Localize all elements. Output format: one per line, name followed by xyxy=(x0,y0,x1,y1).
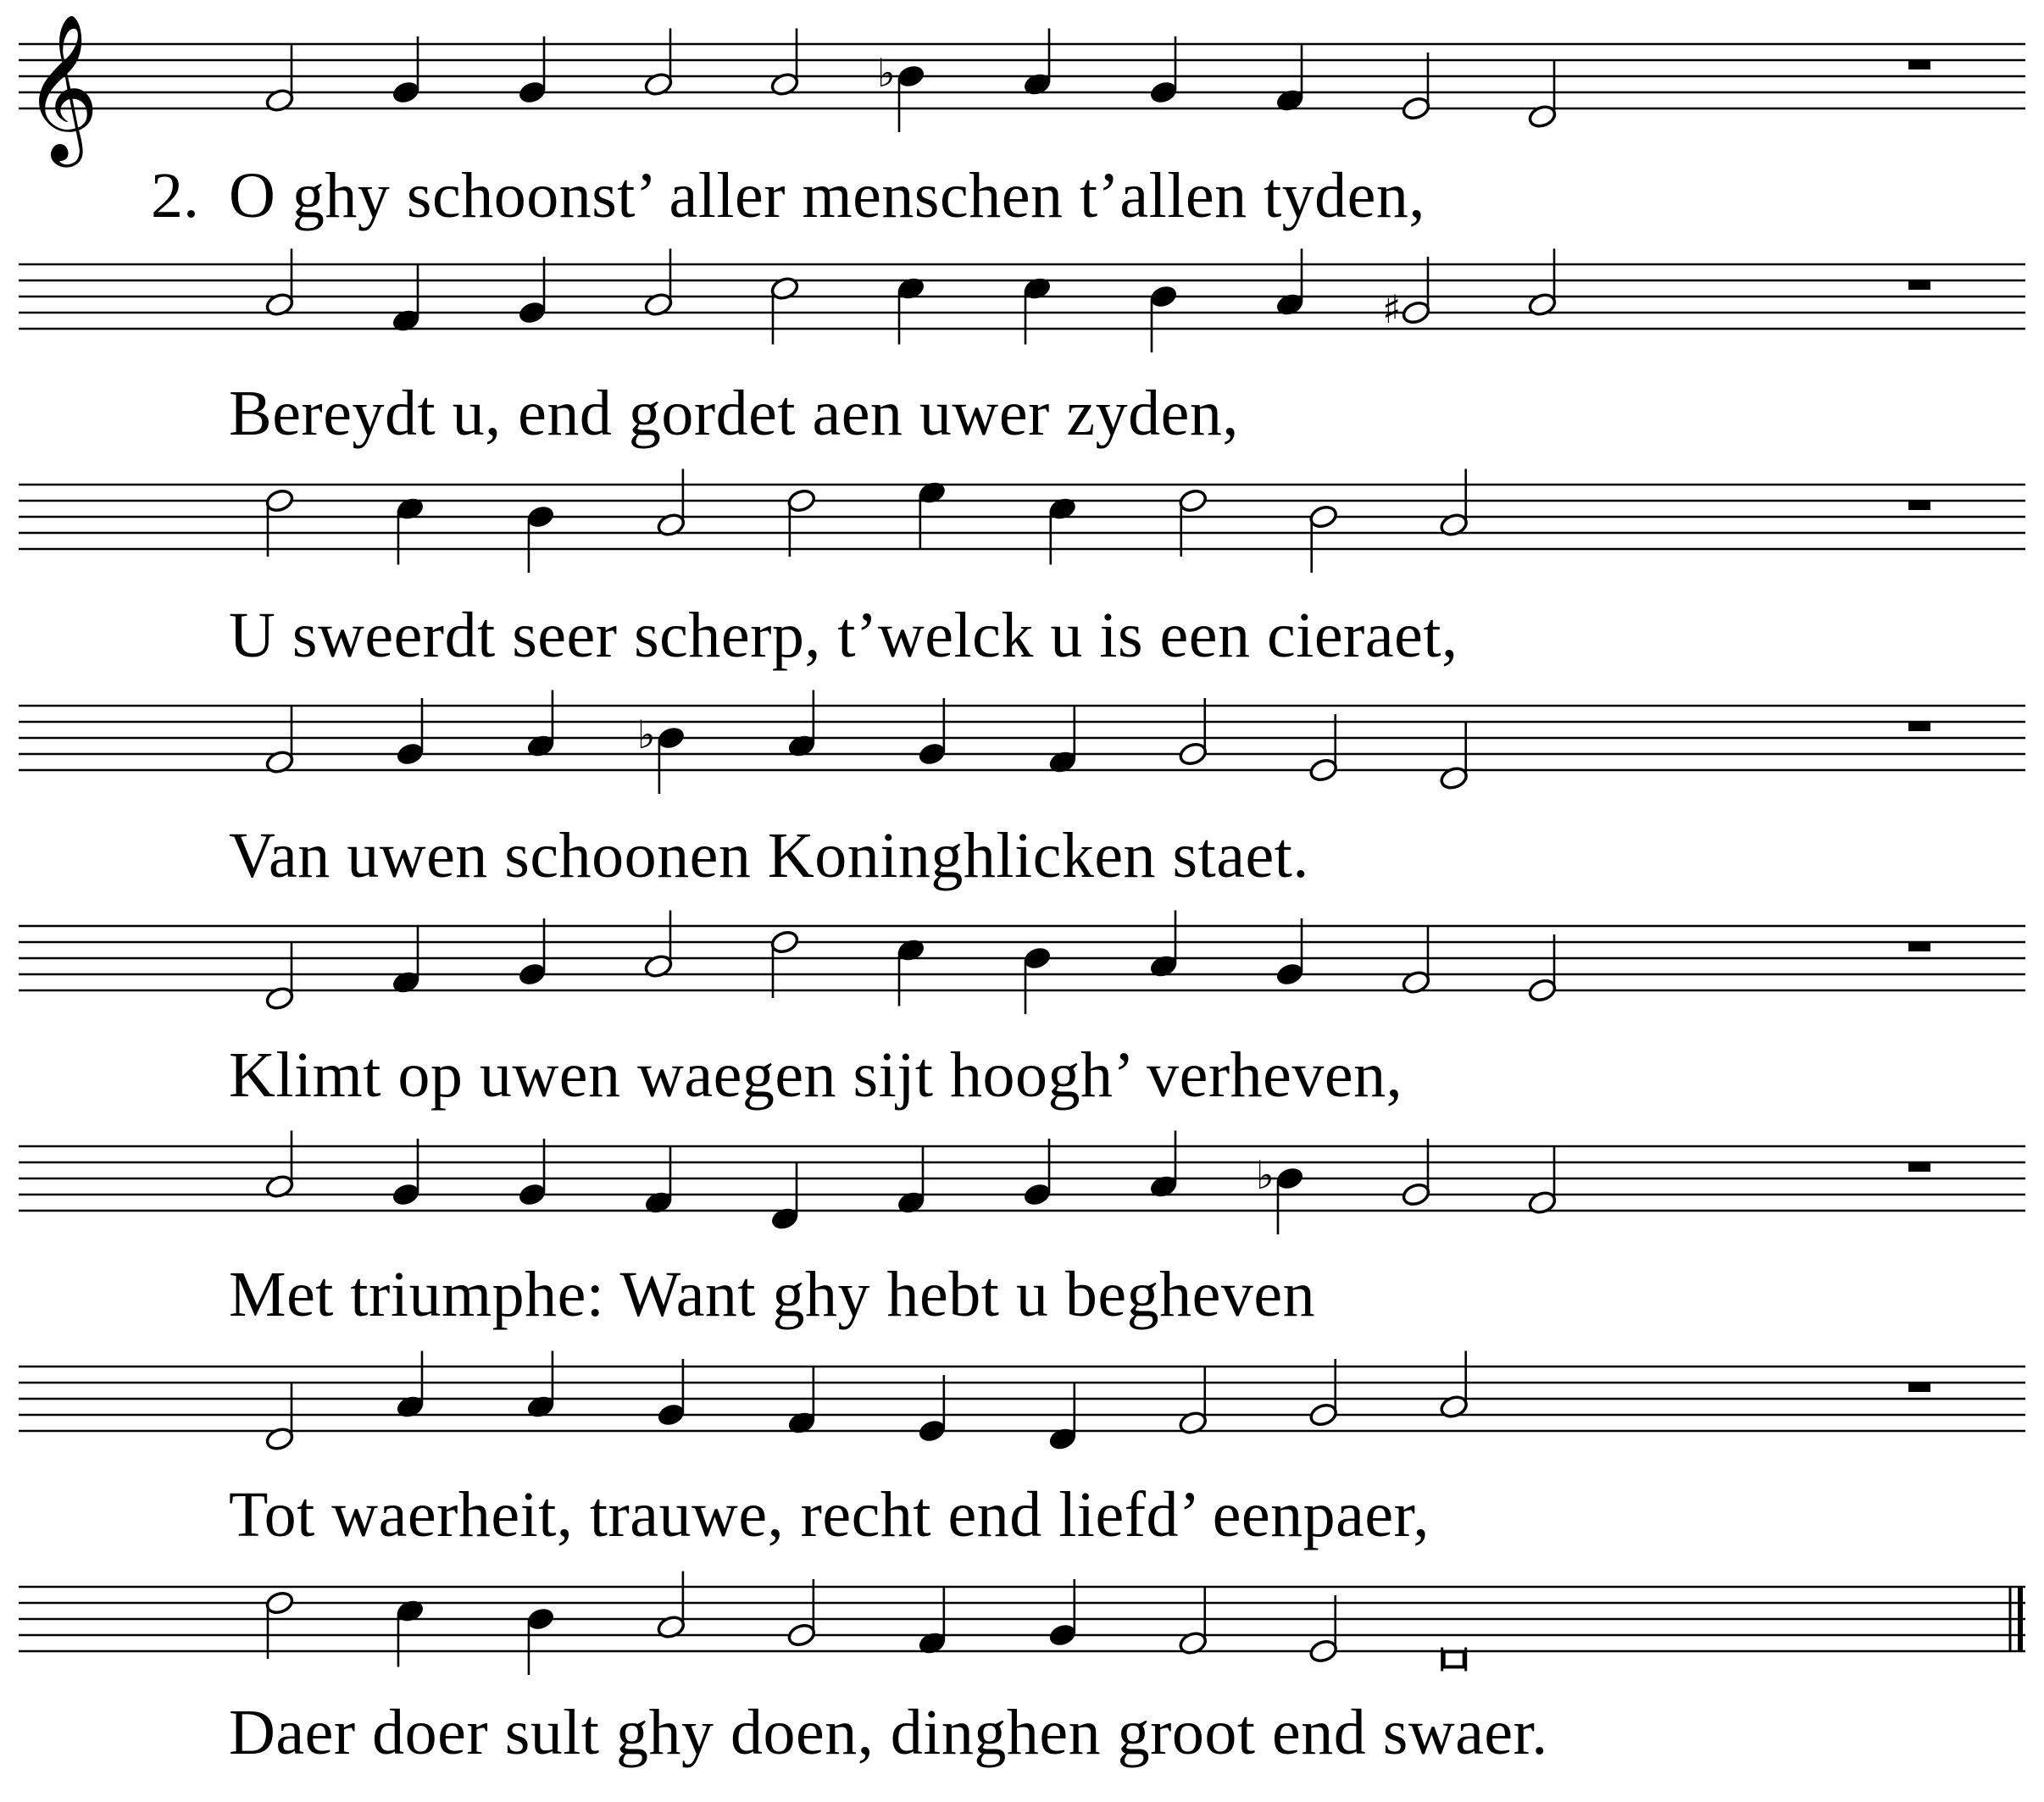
quarter-note xyxy=(656,1402,686,1428)
flat-icon: ♭ xyxy=(1256,1152,1275,1198)
lyric-line-4: Van uwen schoonen Koninghlicken staet. xyxy=(229,820,1309,891)
quarter-note xyxy=(1275,962,1305,988)
half-rest xyxy=(1908,1163,1930,1172)
lyric-line-8: Daer doer sult ghy doen, dinghen groot end swaer. xyxy=(229,1697,1548,1768)
half-rest xyxy=(1908,502,1930,510)
sharp-icon: ♯ xyxy=(1382,286,1402,332)
flat-icon: ♭ xyxy=(877,50,896,96)
half-note xyxy=(264,1590,295,1616)
lyric-line-7: Tot waerheit, trauwe, recht end liefd’ eenpaer, xyxy=(229,1479,1430,1550)
half-note xyxy=(1308,1402,1339,1428)
half-note xyxy=(1527,978,1558,1004)
half-note xyxy=(1401,1182,1431,1208)
quarter-note xyxy=(896,64,926,90)
quarter-note xyxy=(517,80,547,106)
quarter-note xyxy=(517,300,547,326)
half-note xyxy=(1178,741,1208,768)
quarter-note xyxy=(525,1606,556,1633)
quarter-note xyxy=(517,1182,547,1208)
quarter-note xyxy=(1148,284,1179,310)
quarter-note xyxy=(656,725,686,751)
half-rest xyxy=(1908,723,1930,731)
quarter-note xyxy=(917,1418,947,1444)
quarter-note xyxy=(1022,945,1053,972)
half-note xyxy=(1401,96,1431,122)
quarter-note xyxy=(395,741,425,768)
half-note xyxy=(769,929,800,956)
half-note xyxy=(1178,488,1208,514)
half-rest xyxy=(1908,1383,1930,1392)
lyric-line-6: Met triumphe: Want ghy hebt u begheven xyxy=(229,1259,1316,1330)
flat-icon: ♭ xyxy=(636,712,656,757)
half-note xyxy=(264,488,295,514)
quarter-note xyxy=(1022,1182,1053,1208)
verse-number: 2. xyxy=(151,160,199,231)
quarter-note xyxy=(525,504,556,530)
lyric-line-2: Bereydt u, end gordet aen uwer zyden, xyxy=(229,378,1239,449)
lyric-line-1: O ghy schoonst’ aller menschen t’allen tyden, xyxy=(229,160,1425,231)
lyric-line-5: Klimt op uwen waegen sijt hoogh’ verheven, xyxy=(229,1040,1403,1111)
quarter-note xyxy=(1047,1622,1078,1649)
half-note xyxy=(786,1622,817,1649)
quarter-note xyxy=(391,1182,421,1208)
quarter-note xyxy=(1148,80,1179,106)
half-rest xyxy=(1908,281,1930,290)
half-rest xyxy=(1908,61,1930,69)
breve-note xyxy=(1444,1652,1464,1667)
half-note xyxy=(1308,1638,1339,1665)
quarter-note xyxy=(1275,1166,1305,1192)
quarter-note xyxy=(917,741,947,768)
half-note xyxy=(786,488,817,514)
quarter-note xyxy=(517,962,547,988)
half-rest xyxy=(1908,943,1930,951)
half-note xyxy=(1401,300,1431,326)
lyric-line-3: U sweerdt seer scherp, t’welck u is een cieraet, xyxy=(229,600,1458,671)
half-note xyxy=(1308,504,1339,530)
treble-clef-icon: 𝄞 xyxy=(24,14,99,161)
half-note xyxy=(1308,757,1339,784)
quarter-note xyxy=(391,80,421,106)
